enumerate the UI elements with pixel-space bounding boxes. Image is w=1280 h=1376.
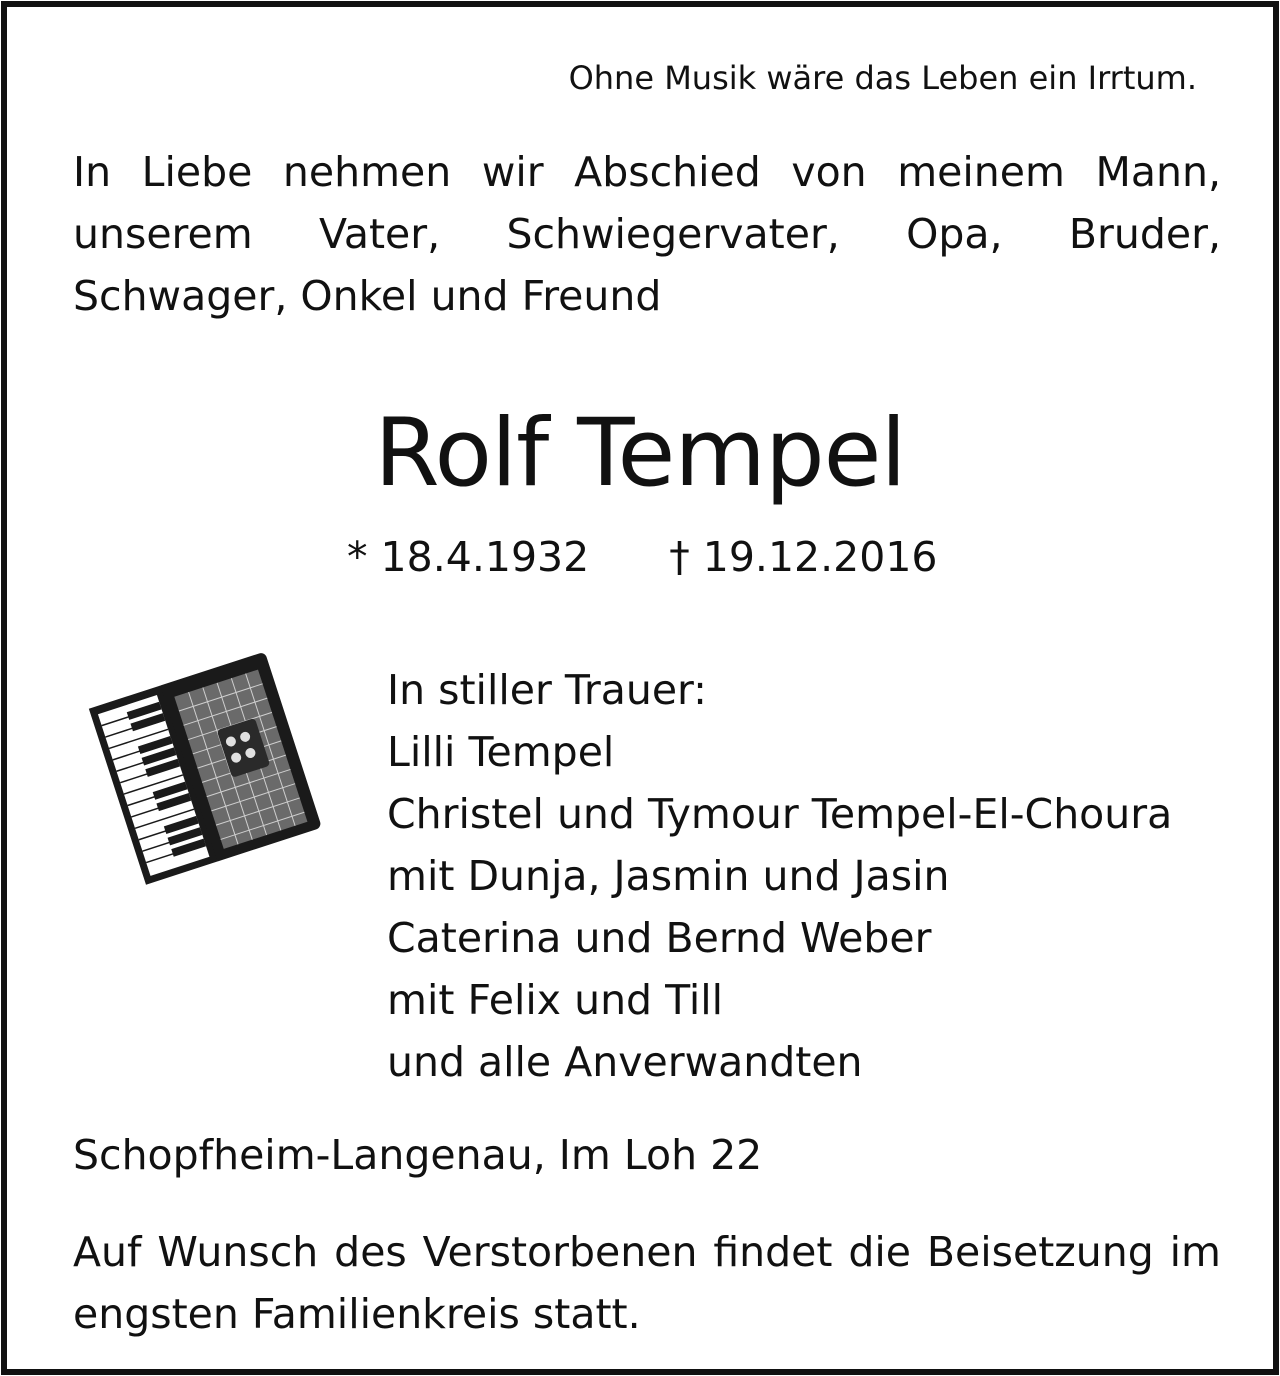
mourners-list — [387, 659, 1172, 1093]
funeral-note: Auf Wunsch des Verstorbenen findet die Beisetzung im engsten Familienkreis statt. — [73, 1228, 1221, 1338]
mourner-line: Lilli Tempel — [387, 728, 615, 776]
mourners-heading: In stiller Trauer: — [387, 666, 707, 714]
mourner-line: Caterina und Bernd Weber — [387, 914, 932, 962]
intro-text: In Liebe nehmen wir Abschied von meinem Mann, unserem Vater, Schwiegervater, Opa, Bruder, Schwager, Onkel und Freund — [73, 148, 1221, 320]
mourner-line: Christel und Tymour Tempel-El-Choura — [387, 790, 1173, 838]
death-date: † 19.12.2016 — [669, 533, 938, 581]
obituary-notice — [1, 1, 1279, 1375]
life-dates — [347, 533, 938, 581]
deceased-name: Rolf Tempel — [374, 399, 906, 508]
mourner-line: und alle Anverwandten — [387, 1038, 863, 1086]
birth-date: * 18.4.1932 — [347, 533, 590, 581]
accordion-icon — [87, 635, 327, 895]
family-address: Schopfheim-Langenau, Im Loh 22 — [73, 1131, 763, 1179]
mourner-line: mit Felix und Till — [387, 976, 724, 1024]
mourner-line: mit Dunja, Jasmin und Jasin — [387, 852, 950, 900]
motto-quote: Ohne Musik wäre das Leben ein Irrtum. — [568, 59, 1197, 97]
